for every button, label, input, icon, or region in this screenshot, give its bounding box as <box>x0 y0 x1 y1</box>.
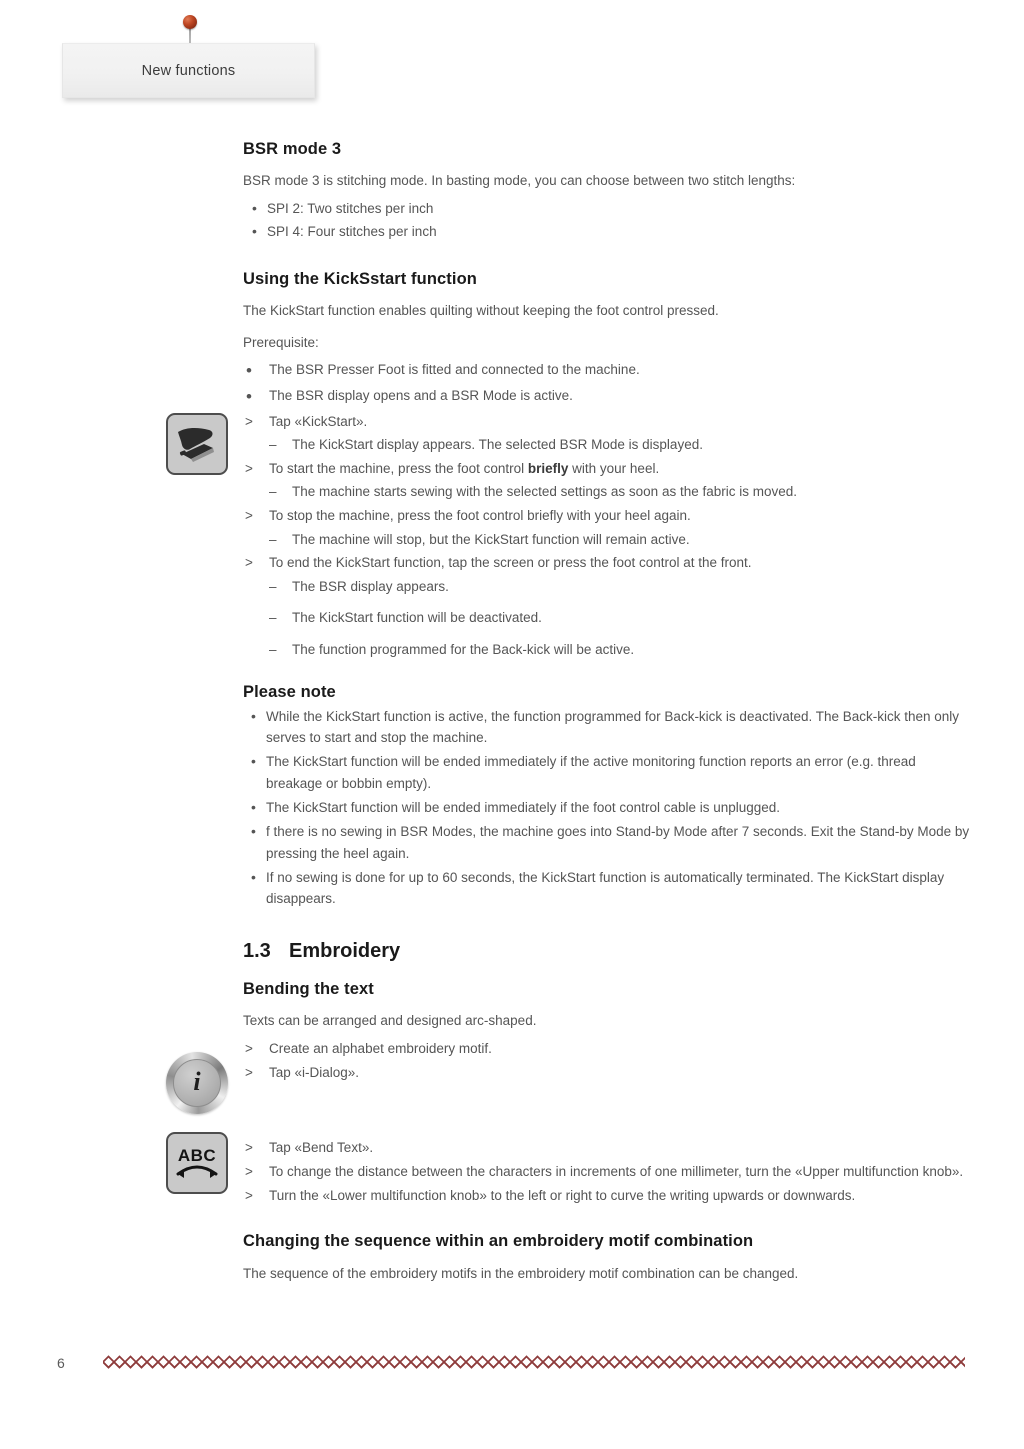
chapter-tab <box>62 43 315 98</box>
list-item: • The BSR display opens and a BSR Mode is active. <box>243 385 973 407</box>
label-prerequisite: Prerequisite: <box>243 334 319 350</box>
heading-embroidery <box>243 940 973 963</box>
step-item: > Turn the «Lower multifunction knob» to the left or right to curve the writing upwards or downwards. <box>243 1185 973 1207</box>
page-footer <box>0 1329 1024 1449</box>
i-dialog-icon-ring <box>166 1052 228 1114</box>
paragraph-bending-intro: Texts can be arranged and designed arc-shaped. <box>243 1013 537 1029</box>
bend-text-icon-frame <box>166 1132 228 1194</box>
step-item: > Tap «Bend Text». <box>243 1137 973 1159</box>
list-item: • SPI 4: Four stitches per inch <box>243 221 973 243</box>
step-item: > Tap «KickStart». <box>243 411 973 433</box>
step-result: – The KickStart function will be deactivated. <box>243 607 973 629</box>
step-result: – The machine starts sewing with the selected settings as soon as the fabric is moved. <box>243 481 973 503</box>
step-result: – The function programmed for the Back-kick will be active. <box>243 639 973 661</box>
i-dialog-icon-letter: i <box>193 1067 201 1096</box>
step-result: – The BSR display appears. <box>243 576 973 598</box>
pushpin-head <box>183 15 197 29</box>
chapter-tab-label: New functions <box>141 62 236 79</box>
list-item: • The KickStart function will be ended immediately if the foot control cable is unplugged. <box>243 797 973 819</box>
heading-embroidery-title: Embroidery <box>289 940 401 963</box>
heading-embroidery-number: 1.3 <box>243 940 271 963</box>
step-result: – The KickStart display appears. The selected BSR Mode is displayed. <box>243 434 973 456</box>
page-number: 6 <box>57 1355 65 1371</box>
list-bending-steps-a <box>243 1038 973 1083</box>
list-bending-steps-b <box>243 1137 973 1206</box>
list-item: • The BSR Presser Foot is fitted and connected to the machine. <box>243 359 973 381</box>
i-dialog-icon <box>166 1052 228 1114</box>
list-kickstart-steps <box>243 411 973 661</box>
list-bsr-stitch-lengths <box>243 198 973 243</box>
list-item: • f there is no sewing in BSR Modes, the machine goes into Stand-by Mode after 7 seconds. Exit the Stand-by Mode by pressing the heel again. <box>243 821 973 865</box>
header-tab-group <box>62 12 322 104</box>
step-text-emphasis: briefly <box>527 460 569 476</box>
paragraph-changing-sequence: The sequence of the embroidery motifs in the embroidery motif combination can be changed. <box>243 1266 799 1282</box>
list-item: • The KickStart function will be ended immediately if the active monitoring function reports an error (e.g. thread breakage or bobbin empty). <box>243 751 973 795</box>
list-prerequisites <box>243 359 973 406</box>
list-item: • SPI 2: Two stitches per inch <box>243 198 973 220</box>
step-item: > To end the KickStart function, tap the screen or press the foot control at the front. <box>243 552 973 574</box>
i-dialog-icon-face <box>173 1059 221 1107</box>
list-item: • If no sewing is done for up to 60 seconds, the KickStart function is automatically terminated. The KickStart display disappears. <box>243 867 973 911</box>
bsr-presser-foot-icon-frame <box>166 413 228 475</box>
heading-please-note: Please note <box>243 682 336 701</box>
step-text-after: with your heel. <box>568 460 660 476</box>
step-text-before: To start the machine, press the foot control <box>269 460 528 476</box>
bend-text-icon-label: ABC <box>177 1146 217 1165</box>
paragraph-kickstart-intro: The KickStart function enables quilting without keeping the foot control pressed. <box>243 302 719 318</box>
bend-text-icon <box>166 1132 228 1194</box>
step-item: > To stop the machine, press the foot control briefly with your heel again. <box>243 505 973 527</box>
paragraph-bsr-mode-3-intro: BSR mode 3 is stitching mode. In basting mode, you can choose between two stitch lengths: <box>243 173 796 188</box>
stitch-pattern-svg <box>103 1354 965 1370</box>
bsr-presser-foot-glyph <box>168 415 226 473</box>
decorative-stitch-rule <box>103 1354 965 1370</box>
document-content <box>243 140 973 1296</box>
heading-changing-sequence: Changing the sequence within an embroidery motif combination <box>243 1232 754 1251</box>
heading-bending-the-text: Bending the text <box>243 980 374 999</box>
heading-kickstart: Using the KickSstart function <box>243 269 477 288</box>
bend-text-arc-glyph <box>168 1134 226 1192</box>
step-item: > Tap «i-Dialog». <box>243 1062 973 1084</box>
bsr-presser-foot-icon <box>166 413 228 475</box>
step-result: – The machine will stop, but the KickStart function will remain active. <box>243 529 973 551</box>
step-item: > To change the distance between the characters in increments of one millimeter, turn the «Upper multifunction knob». <box>243 1161 973 1183</box>
heading-bsr-mode-3: BSR mode 3 <box>243 140 342 158</box>
step-item: > Create an alphabet embroidery motif. <box>243 1038 973 1060</box>
step-item <box>243 458 973 480</box>
list-please-note <box>243 706 973 911</box>
list-item: • While the KickStart function is active, the function programmed for Back-kick is deactivated. The Back-kick then only serves to start and stop the machine. <box>243 706 973 750</box>
